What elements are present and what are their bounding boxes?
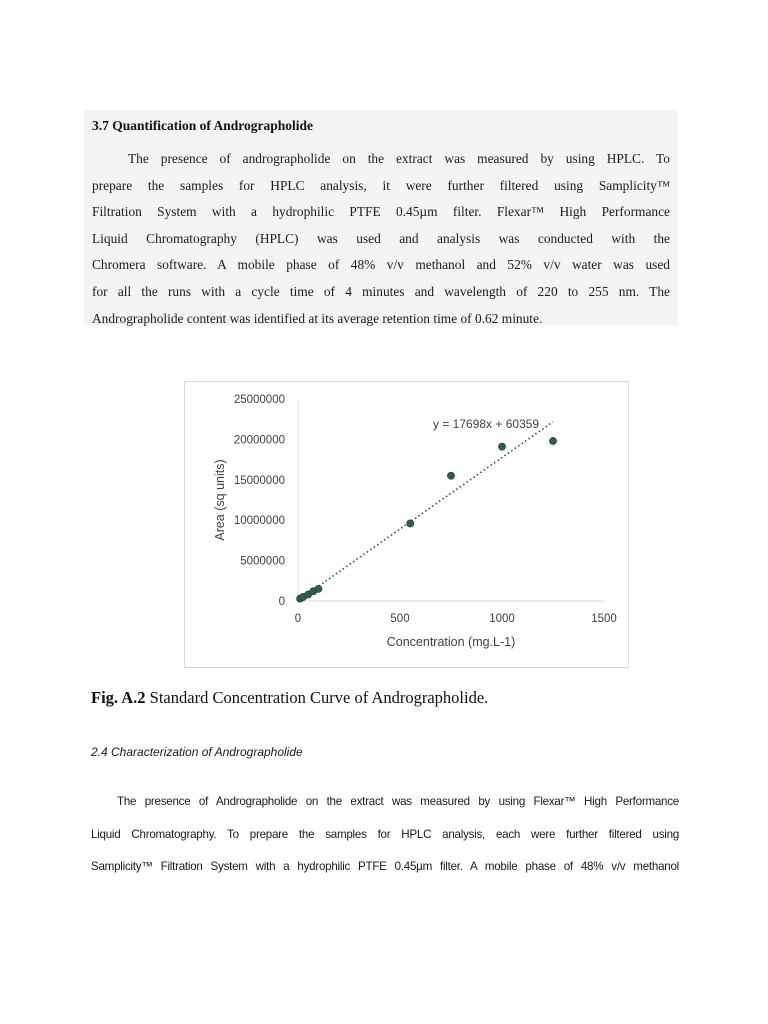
trendline-equation: y = 17698x + 60359 — [433, 417, 540, 431]
y-tick-label: 10000000 — [233, 515, 285, 528]
y-tick-label: 0 — [278, 596, 285, 608]
paragraph-line: prepare the samples for HPLC analysis, it were further filtered using Samplicity™ — [92, 177, 670, 193]
paragraph-line: The presence of Andrographolide on the extract was measured by using Flexar™ High Performance — [117, 795, 679, 808]
paragraph-line: for all the runs with a cycle time of 4 minutes and wavelength of 220 to 255 nm. The — [92, 283, 670, 299]
section-heading-3-7: 3.7 Quantification of Andrographolide — [92, 118, 314, 133]
data-point — [549, 437, 556, 444]
figure-caption — [91, 688, 488, 708]
chart-svg — [185, 382, 628, 667]
trendline — [298, 422, 553, 601]
x-tick-labels — [295, 613, 617, 625]
data-points — [296, 437, 556, 602]
section-heading-2-4: 2.4 Characterization of Andrographolide — [91, 745, 303, 759]
x-tick-label: 1500 — [591, 613, 617, 625]
data-point — [498, 443, 505, 450]
data-point — [315, 585, 322, 592]
paragraph-line: Andrographolide content was identified at its average retention time of 0.62 minute. — [92, 310, 543, 326]
standard-curve-chart — [184, 381, 629, 668]
y-axis-title: Area (sq units) — [213, 459, 227, 541]
paragraph-line: Filtration System with a hydrophilic PTFE 0.45µm filter. Flexar™ High Performance — [92, 204, 670, 220]
paragraph-line: The presence of andrographolide on the extract was measured by using HPLC. To — [128, 151, 670, 166]
y-tick-label: 20000000 — [233, 434, 285, 447]
y-tick-label: 25000000 — [233, 394, 285, 406]
figure-caption-text: Standard Concentration Curve of Andrographolide. — [145, 688, 489, 707]
figure-caption-label: Fig. A.2 — [91, 688, 146, 707]
paragraph-line: Liquid Chromatography. To prepare the samples for HPLC analysis, each were further filtered using — [91, 827, 679, 841]
paragraph-line: Liquid Chromatography (HPLC) was used and analysis was conducted with the — [92, 230, 670, 246]
quantification-paragraph — [92, 146, 670, 332]
paragraph-line: Samplicity™ Filtration System with a hydrophilic PTFE 0.45µm filter. A mobile phase of 48% v/v methanol — [91, 860, 679, 873]
y-tick-labels — [234, 394, 285, 608]
x-tick-label: 1000 — [489, 613, 515, 625]
y-tick-label: 15000000 — [233, 474, 285, 487]
characterization-paragraph — [91, 786, 679, 884]
data-point — [447, 472, 454, 479]
x-axis-title: Concentration (mg.L-1) — [386, 635, 516, 649]
paragraph-line: Chromera software. A mobile phase of 48% v/v methanol and 52% v/v water was used — [92, 257, 670, 273]
x-tick-label: 500 — [390, 613, 410, 625]
y-tick-label: 5000000 — [240, 555, 285, 568]
x-tick-label: 0 — [294, 613, 302, 625]
data-point — [407, 520, 414, 527]
